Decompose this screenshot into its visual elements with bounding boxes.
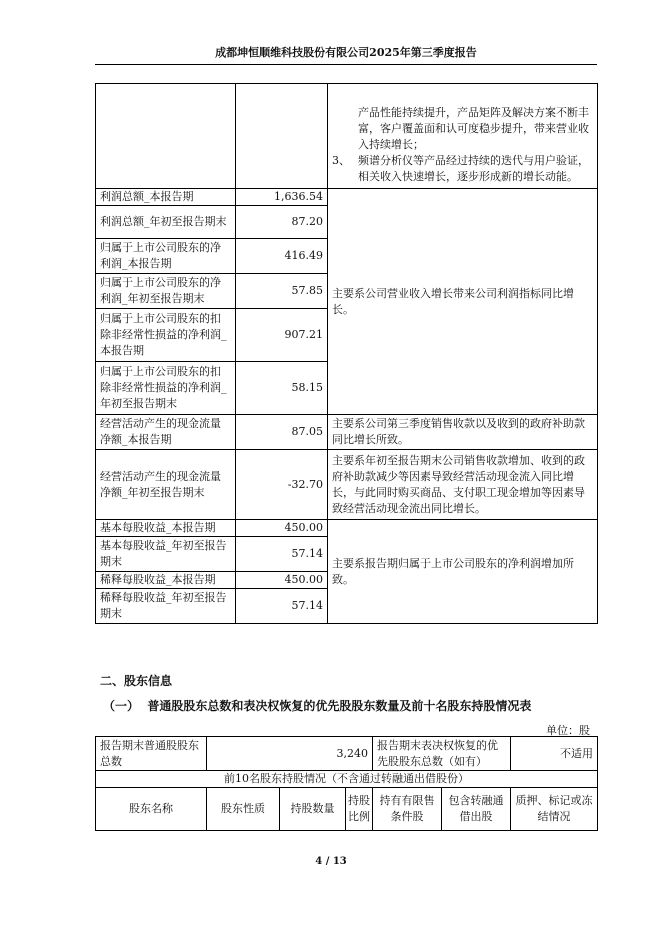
reason-cell: 主要系年初至报告期末公司销售收款增加、收到的政府补助款减少等因素导致经营活动现金流入同比增长，与此同时购买商品、支付职工现金增加等因素导致经营活动现金流出同比增长。	[328, 450, 598, 520]
item-cell: 归属于上市公司股东的扣除非经常性损益的净利润_本报告期	[96, 309, 236, 362]
reason-list	[332, 105, 593, 185]
list-item-text: 频谱分析仪等产品经过持续的迭代与用户验证，相关收入快速增长，逐步形成新的增长动能。	[358, 154, 589, 183]
table-row	[96, 415, 598, 450]
column-header: 持股数量	[280, 788, 346, 831]
table-row	[96, 771, 598, 788]
page-header: 成都坤恒顺维科技股份有限公司2025年第三季度报告	[215, 46, 477, 59]
subsection-text: 普通股股东总数和表决权恢复的优先股股东数量及前十名股东持股情况表	[147, 699, 532, 713]
item-cell: 稀释每股收益_本报告期	[96, 572, 236, 589]
item-cell: 基本每股收益_年初至报告期末	[96, 537, 236, 572]
reason-cell: 主要系公司第三季度销售收款以及收到的政府补助款同比增长所致。	[328, 415, 598, 450]
table-row	[96, 189, 598, 206]
preferred-holders-value: 不适用	[511, 737, 598, 771]
column-header: 股东性质	[207, 788, 280, 831]
item-cell: 利润总额_本报告期	[96, 189, 236, 206]
item-cell: 基本每股收益_本报告期	[96, 520, 236, 537]
value-cell: -32.70	[236, 450, 328, 520]
section-title: 二、股东信息	[100, 674, 173, 688]
column-header: 股东名称	[96, 788, 207, 831]
value-cell: 1,636.54	[236, 189, 328, 206]
header-rule	[95, 64, 597, 65]
total-holders-value: 3,240	[207, 737, 373, 771]
value-cell: 450.00	[236, 572, 328, 589]
item-cell: 归属于上市公司股东的净利润_本报告期	[96, 239, 236, 274]
value-cell: 57.14	[236, 589, 328, 624]
list-item-text: 产品性能持续提升，产品矩阵及解决方案不断丰富，客户覆盖面和认可度稳步提升，带来营业收入持续增长；	[358, 106, 589, 151]
item-cell: 利润总额_年初至报告期末	[96, 206, 236, 239]
value-cell: 450.00	[236, 520, 328, 537]
column-header: 持有有限售条件股	[373, 788, 442, 831]
table-row	[96, 520, 598, 537]
table-row	[96, 84, 598, 189]
item-cell: 稀释每股收益_年初至报告期末	[96, 589, 236, 624]
item-cell: 经营活动产生的现金流量净额_年初至报告期末	[96, 450, 236, 520]
top10-caption: 前10名股东持股情况（不含通过转融通出借股份）	[96, 771, 598, 788]
table-header-row	[96, 788, 598, 831]
value-cell: 907.21	[236, 309, 328, 362]
financial-change-table	[95, 83, 598, 624]
page-number: 4 / 13	[315, 856, 347, 867]
value-cell: 57.14	[236, 537, 328, 572]
reason-cell	[328, 84, 598, 189]
value-cell: 416.49	[236, 239, 328, 274]
list-item: 3、 频谱分析仪等产品经过持续的迭代与用户验证，相关收入快速增长，逐步形成新的增长动能。	[332, 153, 593, 185]
table-row	[96, 737, 598, 771]
value-cell: 87.05	[236, 415, 328, 450]
column-header: 质押、标记或冻结情况	[511, 788, 598, 831]
item-cell: 经营活动产生的现金流量净额_本报告期	[96, 415, 236, 450]
preferred-holders-label: 报告期末表决权恢复的优先股股东总数（如有）	[373, 737, 511, 771]
item-cell: 归属于上市公司股东的扣除非经常性损益的净利润_年初至报告期末	[96, 362, 236, 415]
value-cell: 57.85	[236, 274, 328, 309]
unit-label: 单位：股	[546, 724, 590, 737]
column-header: 包含转融通借出股	[442, 788, 511, 831]
total-holders-label: 报告期末普通股股东总数	[96, 737, 207, 771]
table-cell	[96, 84, 236, 189]
subsection-marker: （一）	[103, 699, 140, 713]
item-cell: 归属于上市公司股东的净利润_年初至报告期末	[96, 274, 236, 309]
subsection-title	[103, 697, 531, 714]
column-header: 持股比例	[346, 788, 373, 831]
value-cell: 87.20	[236, 206, 328, 239]
reason-cell: 主要系报告期归属于上市公司股东的净利润增加所致。	[328, 520, 598, 624]
value-cell: 58.15	[236, 362, 328, 415]
reason-cell: 主要系公司营业收入增长带来公司利润指标同比增长。	[328, 189, 598, 415]
shareholder-table	[95, 736, 598, 831]
table-row	[96, 450, 598, 520]
table-cell	[236, 84, 328, 189]
list-item	[332, 105, 593, 153]
